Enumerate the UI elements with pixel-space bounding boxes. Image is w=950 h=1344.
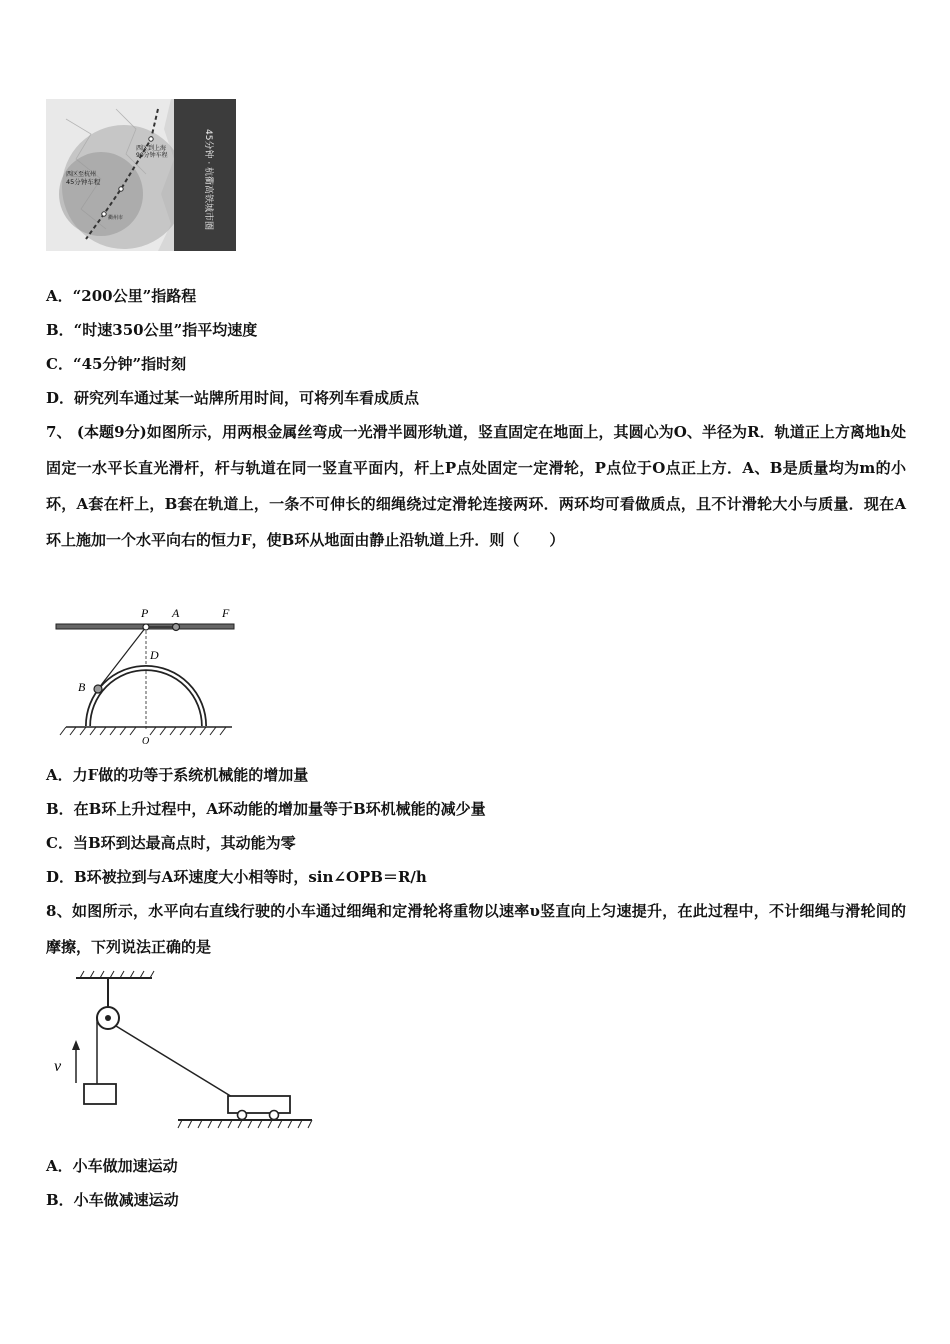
q7-label-o: O: [142, 736, 150, 744]
map-label-hangzhou-2: 45分钟车程: [66, 178, 101, 186]
q8-option-b: B．小车做减速运动: [46, 1191, 179, 1209]
q8-label-v: v: [54, 1058, 62, 1075]
map-side-title: 45分钟 · 杭衢高铁城市圈: [203, 129, 213, 231]
q7-label-b: B: [78, 680, 86, 694]
q8-stem: 8、如图所示，水平向右直线行驶的小车通过细绳和定滑轮将重物以速率υ竖直向上匀速提升，在此过程中，不计细绳与滑轮间的摩擦，下列说法正确的是: [46, 902, 906, 956]
q7-label-a: A: [172, 606, 180, 620]
q7-track-figure: [46, 602, 246, 744]
q7-option-d: D．B环被拉到与A环速度大小相等时，sin∠OPB＝R/h: [46, 868, 427, 886]
q7-stem: 7、 (本题9分)如图所示，用两根金属丝弯成一光滑半圆形轨道，竖直固定在地面上，其圆心为O、半径为R．轨道正上方离地h处固定一水平长直光滑杆，杆与轨道在同一竖直平面内，杆上P点处固定一定滑轮，P点位于O点正上方．A、B是质量均为m的小环，A套在杆上，B套在轨道上，一条不可伸长的细绳绕过定滑轮连接两环．两环均可看做质点，且不计滑轮大小与质量．现在A环上施加一个水平向右的恒力F，使B环从地面由静止沿轨道上升．则（ ）: [46, 423, 906, 549]
q7-label-d: D: [150, 648, 159, 662]
q8-option-a: A．小车做加速运动: [46, 1157, 178, 1175]
map-label-small: 衢州市: [108, 215, 124, 221]
q6-option-c: C．“45分钟”指时刻: [46, 355, 187, 373]
q6-map-figure: [46, 99, 236, 251]
q8-pulley-figure: [46, 968, 326, 1130]
q7-option-a: A．力F做的功等于系统机械能的增加量: [46, 766, 309, 784]
q7-label-f: F: [222, 606, 230, 620]
q7-option-c: C．当B环到达最高点时，其动能为零: [46, 834, 296, 852]
q6-option-b: B．“时速350公里”指平均速度: [46, 321, 258, 339]
map-label-hangzhou-1: 西区至杭州: [66, 171, 97, 178]
q7-option-b: B．在B环上升过程中，A环动能的增加量等于B环机械能的减少量: [46, 800, 486, 818]
map-label-shanghai-2: 90分钟车程: [136, 152, 168, 159]
q6-option-a: A．“200公里”指路程: [46, 287, 197, 305]
q6-option-d: D．研究列车通过某一站牌所用时间，可将列车看成质点: [46, 389, 420, 407]
q7-label-p: P: [141, 606, 149, 620]
map-label-shanghai-1: 西区到上海: [136, 145, 167, 152]
